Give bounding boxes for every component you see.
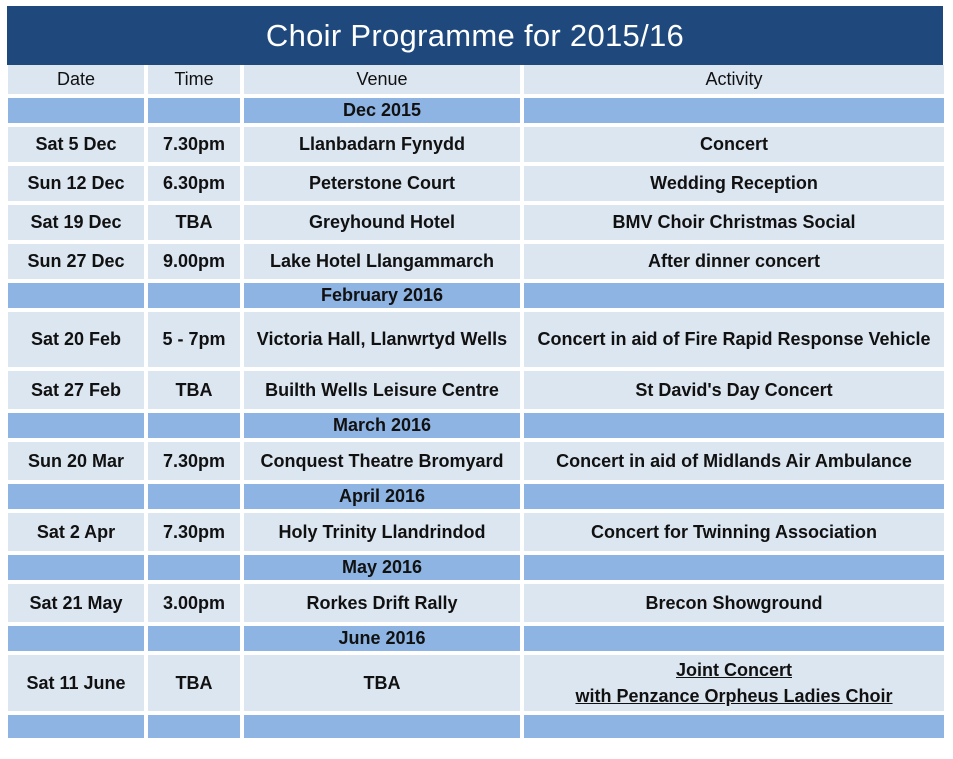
table-row <box>8 655 944 715</box>
event-activity: Concert in aid of Midlands Air Ambulance <box>524 442 944 484</box>
month-band <box>8 283 944 312</box>
month-band <box>8 413 944 442</box>
band-empty <box>524 98 944 127</box>
header-date: Date <box>8 65 148 98</box>
band-empty <box>8 715 148 742</box>
activity-line-1: Joint Concert <box>675 659 792 680</box>
band-empty <box>8 283 148 312</box>
event-activity: Concert for Twinning Association <box>524 513 944 555</box>
event-date: Sat 19 Dec <box>8 205 148 244</box>
band-empty <box>524 283 944 312</box>
band-empty <box>148 555 244 584</box>
header-time: Time <box>148 65 244 98</box>
month-label: March 2016 <box>244 413 524 442</box>
event-time: 6.30pm <box>148 166 244 205</box>
event-time: 7.30pm <box>148 513 244 555</box>
header-venue: Venue <box>244 65 524 98</box>
event-activity: Concert in aid of Fire Rapid Response Vehicle <box>524 312 944 371</box>
event-venue: Conquest Theatre Bromyard <box>244 442 524 484</box>
band-empty <box>8 484 148 513</box>
event-activity: Concert <box>524 127 944 166</box>
band-empty <box>148 413 244 442</box>
event-venue: Lake Hotel Llangammarch <box>244 244 524 283</box>
month-label: February 2016 <box>244 283 524 312</box>
event-activity: After dinner concert <box>524 244 944 283</box>
table-row <box>8 127 944 166</box>
table-row <box>8 312 944 371</box>
band-empty <box>524 413 944 442</box>
month-band <box>8 98 944 127</box>
event-date: Sun 27 Dec <box>8 244 148 283</box>
event-activity: Brecon Showground <box>524 584 944 626</box>
band-empty <box>148 283 244 312</box>
month-label: May 2016 <box>244 555 524 584</box>
table-row <box>8 166 944 205</box>
event-date: Sat 11 June <box>8 655 148 715</box>
month-label: Dec 2015 <box>244 98 524 127</box>
event-time: 5 - 7pm <box>148 312 244 371</box>
event-time: 7.30pm <box>148 127 244 166</box>
event-date: Sun 20 Mar <box>8 442 148 484</box>
band-empty <box>148 484 244 513</box>
month-label: June 2016 <box>244 626 524 655</box>
event-time: TBA <box>148 655 244 715</box>
band-empty <box>8 413 148 442</box>
event-time: 3.00pm <box>148 584 244 626</box>
event-time: TBA <box>148 205 244 244</box>
band-empty <box>148 715 244 742</box>
header-activity: Activity <box>524 65 944 98</box>
event-venue: TBA <box>244 655 524 715</box>
event-venue: Rorkes Drift Rally <box>244 584 524 626</box>
programme-table <box>8 65 944 742</box>
month-band-empty <box>8 715 944 742</box>
band-empty <box>524 555 944 584</box>
table-row <box>8 205 944 244</box>
event-venue: Victoria Hall, Llanwrtyd Wells <box>244 312 524 371</box>
event-date: Sat 2 Apr <box>8 513 148 555</box>
month-band <box>8 484 944 513</box>
event-activity: Wedding Reception <box>524 166 944 205</box>
band-empty <box>524 484 944 513</box>
band-empty <box>244 715 524 742</box>
activity-line-2: with Penzance Orpheus Ladies Choir <box>575 686 893 706</box>
band-empty <box>148 98 244 127</box>
event-date: Sat 20 Feb <box>8 312 148 371</box>
page-title: Choir Programme for 2015/16 <box>7 6 943 65</box>
band-empty <box>148 626 244 655</box>
band-empty <box>524 626 944 655</box>
event-time: 9.00pm <box>148 244 244 283</box>
month-band <box>8 626 944 655</box>
table-header <box>8 65 944 98</box>
event-activity: St David's Day Concert <box>524 371 944 413</box>
event-venue: Peterstone Court <box>244 166 524 205</box>
band-empty <box>8 98 148 127</box>
event-venue: Builth Wells Leisure Centre <box>244 371 524 413</box>
event-date: Sun 12 Dec <box>8 166 148 205</box>
event-venue: Llanbadarn Fynydd <box>244 127 524 166</box>
event-time: 7.30pm <box>148 442 244 484</box>
event-date: Sat 5 Dec <box>8 127 148 166</box>
band-empty <box>8 626 148 655</box>
table-row <box>8 513 944 555</box>
event-time: TBA <box>148 371 244 413</box>
event-activity <box>524 655 944 715</box>
event-activity: BMV Choir Christmas Social <box>524 205 944 244</box>
band-empty <box>524 715 944 742</box>
band-empty <box>8 555 148 584</box>
event-venue: Greyhound Hotel <box>244 205 524 244</box>
table-row <box>8 584 944 626</box>
month-band <box>8 555 944 584</box>
event-venue: Holy Trinity Llandrindod <box>244 513 524 555</box>
month-label: April 2016 <box>244 484 524 513</box>
table-row <box>8 371 944 413</box>
table-row <box>8 244 944 283</box>
event-date: Sat 21 May <box>8 584 148 626</box>
event-date: Sat 27 Feb <box>8 371 148 413</box>
table-row <box>8 442 944 484</box>
